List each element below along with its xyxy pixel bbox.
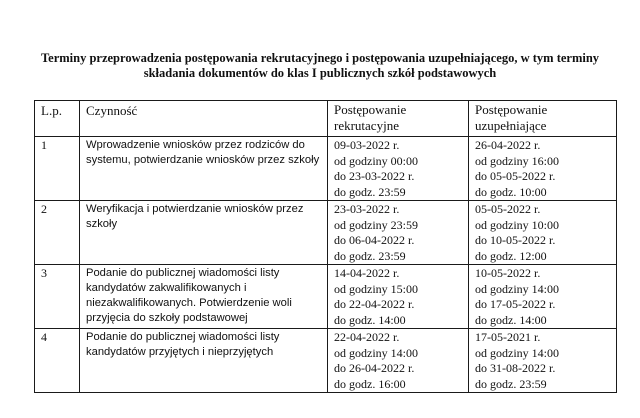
date-line: do 17-05-2022 r. [475,297,556,311]
date-line: do 10-05-2022 r. [475,233,556,247]
header-supplementary-line: Postępowanie [475,102,548,117]
table-row [35,201,617,265]
date-line: do 06-04-2022 r. [334,233,415,247]
row-activity: Podanie do publicznej wiadomości listy kandydatów zakwalifikowanych i niezakwalifikowanych. Potwierdzenie woli przyjęcia do szkoły podstawowej [80,265,328,329]
schedule-table [34,100,617,393]
table-header-row [35,101,617,137]
date-line: do 31-08-2022 r. [475,361,556,375]
row-recruitment-dates [328,265,469,329]
date-line: 22-04-2022 r. [334,330,400,344]
date-line: od godziny 16:00 [475,153,559,168]
header-supplementary-line: uzupełniające [475,117,547,133]
row-number: 2 [35,201,80,265]
date-line: do godz. 23:59 [475,376,547,391]
document-title-line-1: Terminy przeprowadzenia postępowania rekrutacyjnego i postępowania uzupełniającego, w tym terminy [40,51,600,65]
document-title-line-2: składania dokumentów do klas I publicznych szkół podstawowych [143,66,497,80]
row-supplementary-dates [469,137,617,201]
date-line: do 26-04-2022 r. [334,361,415,375]
date-line: od godziny 14:00 [334,345,418,360]
date-line: do godz. 23:59 [334,184,406,199]
date-line: do 05-05-2022 r. [475,169,556,183]
date-line: od godziny 15:00 [334,281,418,296]
date-line: do godz. 10:00 [475,184,547,199]
row-number: 1 [35,137,80,201]
date-line: do godz. 23:59 [334,248,406,263]
date-line: od godziny 14:00 [475,281,559,296]
date-line: 05-05-2022 r. [475,202,541,216]
row-supplementary-dates [469,201,617,265]
date-line: 26-04-2022 r. [475,138,541,152]
date-line: do 23-03-2022 r. [334,169,415,183]
header-supplementary [469,101,617,137]
date-line: 17-05-2021 r. [475,330,541,344]
row-activity: Weryfikacja i potwierdzanie wniosków przez szkoły [80,201,328,265]
row-activity: Podanie do publicznej wiadomości listy kandydatów przyjętych i nieprzyjętych [80,329,328,393]
row-supplementary-dates [469,329,617,393]
date-line: 10-05-2022 r. [475,266,541,280]
header-recruitment [328,101,469,137]
date-line: 23-03-2022 r. [334,202,400,216]
header-recruitment-line: Postępowanie [334,102,407,117]
date-line: do godz. 14:00 [334,312,406,327]
date-line: 09-03-2022 r. [334,138,400,152]
date-line: do godz. 16:00 [334,376,406,391]
date-line: do godz. 14:00 [475,312,547,327]
header-activity: Czynność [80,101,328,137]
date-line: do 22-04-2022 r. [334,297,415,311]
row-recruitment-dates [328,329,469,393]
row-activity: Wprowadzenie wniosków przez rodziców do systemu, potwierdzanie wniosków przez szkoły [80,137,328,201]
date-line: od godziny 14:00 [475,345,559,360]
table-row [35,137,617,201]
table-row [35,329,617,393]
date-line: od godziny 23:59 [334,217,418,232]
table-row [35,265,617,329]
row-number: 3 [35,265,80,329]
row-supplementary-dates [469,265,617,329]
row-recruitment-dates [328,201,469,265]
row-recruitment-dates [328,137,469,201]
header-number: L.p. [35,101,80,137]
date-line: 14-04-2022 r. [334,266,400,280]
header-recruitment-line: rekrutacyjne [334,117,399,133]
date-line: od godziny 10:00 [475,217,559,232]
row-number: 4 [35,329,80,393]
date-line: od godziny 00:00 [334,153,418,168]
date-line: do godz. 12:00 [475,248,547,263]
